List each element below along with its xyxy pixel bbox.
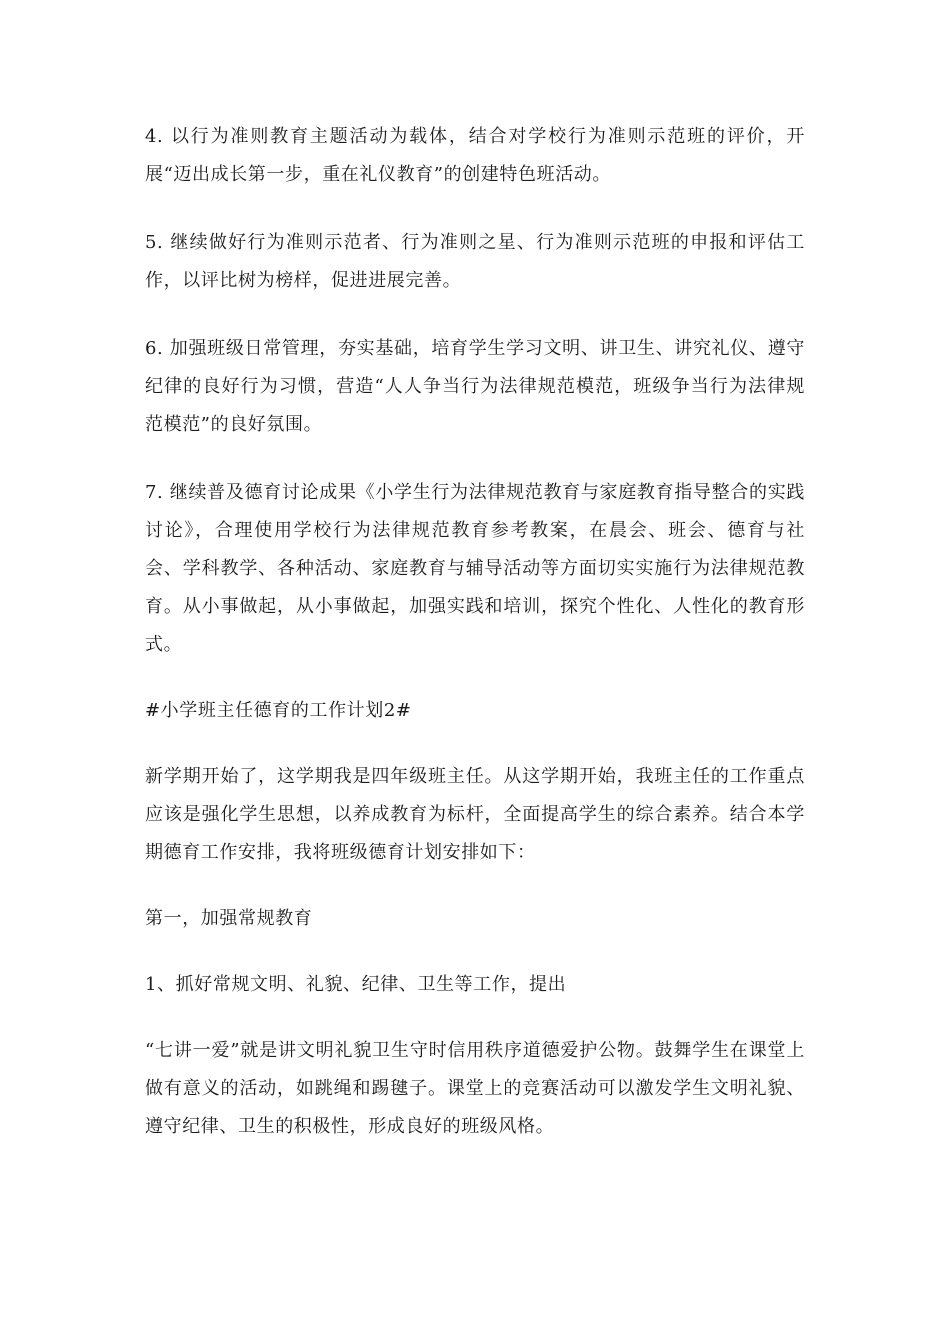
paragraph-spacer	[145, 444, 805, 474]
paragraph-item-7: 7. 继续普及德育讨论成果《小学生行为法律规范教育与家庭教育指导整合的实践讨论》，合理使用学校行为法律规范教育参考教案，在晨会、班会、德育与社会、学科教学、各种活动、家庭教育与辅导活动等方面切实实施行为法律规范教育。从小事做起，从小事做起，加强实践和培训，探究个性化、人性化的教育形式。	[145, 482, 805, 655]
paragraph-spacer	[145, 300, 805, 330]
paragraph-spacer	[145, 664, 805, 692]
section-heading: #小学班主任德育的工作计划2#	[145, 700, 412, 721]
document-body	[145, 118, 805, 1146]
list-item-1: 1、抓好常规文明、礼貌、纪律、卫生等工作，提出	[145, 974, 567, 995]
subheading-first: 第一，加强常规教育	[145, 908, 313, 929]
paragraph-item-5: 5. 继续做好行为准则示范者、行为准则之星、行为准则示范班的申报和评估工作，以评比树为榜样，促进进展完善。	[145, 232, 805, 291]
body-paragraph: “七讲一爱”就是讲文明礼貌卫生守时信用秩序道德爱护公物。鼓舞学生在课堂上做有意义的活动，如跳绳和踢毽子。课堂上的竞赛活动可以激发学生文明礼貌、遵守纪律、卫生的积极性，形成良好的班级风格。	[145, 1040, 805, 1137]
paragraph-spacer	[145, 938, 805, 966]
paragraph-item-6: 6. 加强班级日常管理，夯实基础，培育学生学习文明、讲卫生、讲究礼仪、遵守纪律的良好行为习惯，营造“人人争当行为法律规范模范，班级争当行为法律规范模范”的良好氛围。	[145, 338, 805, 435]
paragraph-spacer	[145, 1004, 805, 1032]
paragraph-spacer	[145, 730, 805, 758]
paragraph-spacer	[145, 872, 805, 900]
paragraph-item-4: 4. 以行为准则教育主题活动为载体，结合对学校行为准则示范班的评价，开展“迈出成长第一步，重在礼仪教育”的创建特色班活动。	[145, 126, 805, 185]
intro-paragraph: 新学期开始了，这学期我是四年级班主任。从这学期开始，我班主任的工作重点应该是强化学生思想，以养成教育为标杆，全面提高学生的综合素养。结合本学期德育工作安排，我将班级德育计划安排如下：	[145, 766, 805, 863]
paragraph-spacer	[145, 194, 805, 224]
